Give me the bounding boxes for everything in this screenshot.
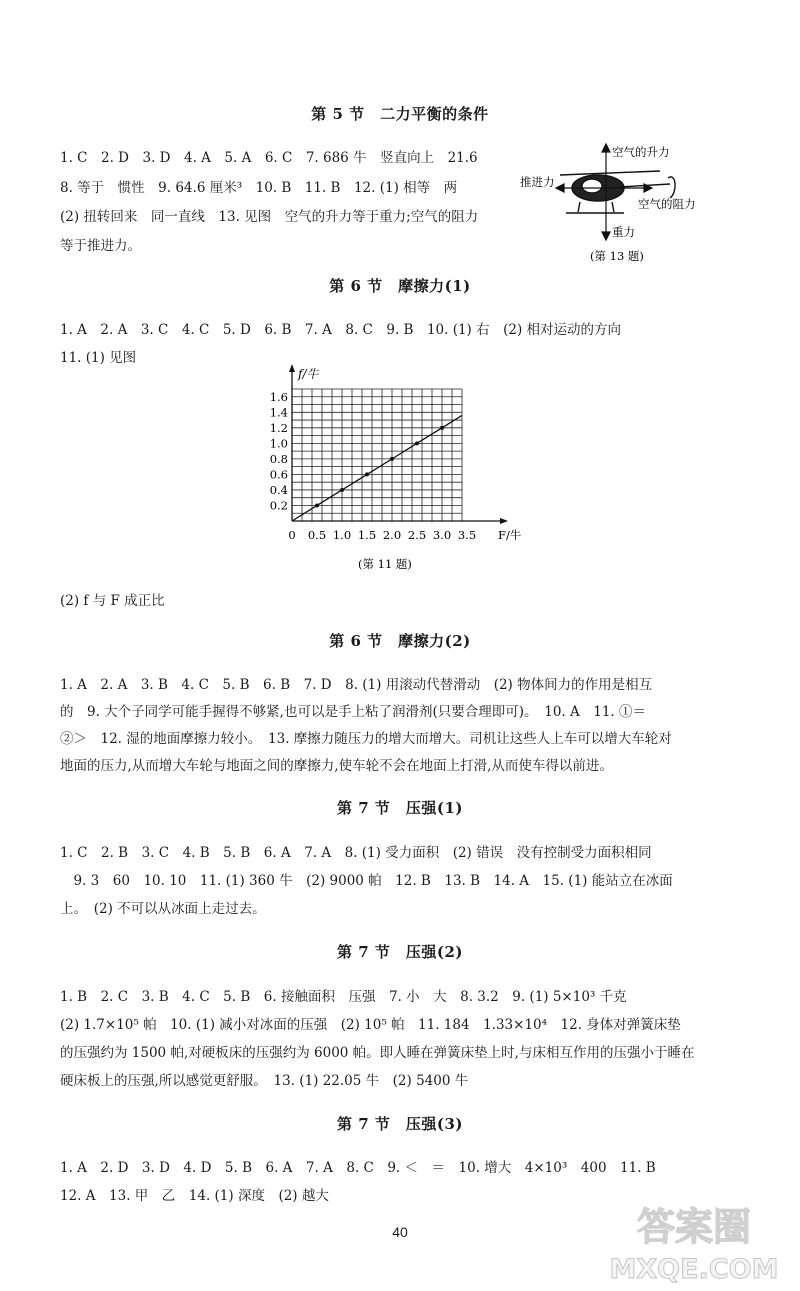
data-point [340,488,344,492]
label-drag: 空气的阻力 [638,197,696,211]
friction-chart [268,364,522,576]
figure13-caption: (第 13 题) [590,249,644,263]
answer-line: (2) 扭转回来 同一直线 13. 见图 空气的升力等于重力;空气的阻力 [60,209,479,225]
y-tick-label: 0.4 [269,482,288,497]
y-tick-label: 0.8 [269,451,288,466]
answer-line: 1. A 2. A 3. C 4. C 5. D 6. B 7. A 8. C 9. B 10. (1) 右 (2) 相对运动的方向 [60,322,622,338]
page-number: 40 [392,1224,408,1240]
answer-line: (2) f 与 F 成正比 [60,593,165,609]
x-tick-label: 2.5 [407,528,427,542]
label-gravity: 重力 [612,225,635,239]
watermark-url: MXQE.COM [609,1254,779,1285]
section-title-7-2: 第 7 节 压强(2) [336,943,463,961]
watermark-logo [596,1194,792,1286]
section-title-6-2: 第 6 节 摩擦力(2) [329,632,471,650]
answer-line: (2) 1.7×10⁵ 帕 10. (1) 减小对冰面的压强 (2) 10⁵ 帕 11. 184 1.33×10⁴ 12. 身体对弹簧床垫 [60,1017,681,1033]
answer-line: ②＞ 12. 湿的地面摩擦力较小。 13. 摩擦力随压力的增大而增大。司机让这些人上车可以增大车轮对 [60,731,672,747]
answer-line: 1. A 2. A 3. B 4. C 5. B 6. B 7. D 8. (1) 用滚动代替滑动 (2) 物体间力的作用是相互 [60,677,653,693]
chart-caption: (第 11 题) [358,557,412,571]
x-tick-label: 3.5 [457,528,477,542]
section-title-6-1: 第 6 节 摩擦力(1) [329,277,471,295]
answer-line: 12. A 13. 甲 乙 14. (1) 深度 (2) 越大 [60,1188,329,1204]
answer-line: 9. 3 60 10. 10 11. (1) 360 牛 (2) 9000 帕 12. B 13. B 14. A 15. (1) 能站立在冰面 [60,873,673,889]
y-tick-label: 1.0 [269,436,288,451]
answer-line: 等于推进力。 [60,238,141,254]
answer-line: 8. 等于 惯性 9. 64.6 厘米³ 10. B 11. B 12. (1) 相等 两 [60,180,458,196]
helicopter-force-diagram [520,142,700,267]
answer-line: 11. (1) 见图 [60,350,137,366]
section-title-5: 第 5 节 二力平衡的条件 [311,105,489,123]
x-axis-label: F/牛 [498,528,522,542]
y-tick-label: 0.2 [269,498,288,513]
answer-line: 1. A 2. D 3. D 4. D 5. B 6. A 7. A 8. C 9. ＜ ＝ 10. 增大 4×10³ 400 11. B [60,1160,656,1176]
answer-line: 上。 (2) 不可以从冰面上走过去。 [60,901,266,917]
x-tick-label: 0 [288,528,296,542]
x-axis-arrow [500,518,508,524]
watermark-text: 答案圈 [636,1205,752,1249]
data-point [415,441,419,445]
x-tick-label: 1.0 [332,528,352,542]
answer-line: 地面的压力,从而增大车轮与地面之间的摩擦力,使车轮不会在地面上打滑,从而使车得以前进。 [60,758,613,774]
data-point [390,457,394,461]
answer-line: 1. C 2. D 3. D 4. A 5. A 6. C 7. 686 牛 竖直向上 21.6 [60,150,478,166]
x-tick-label: 0.5 [307,528,327,542]
label-lift: 空气的升力 [612,145,670,159]
chart-grid [292,389,462,521]
data-point [315,503,319,507]
section-title-7-1: 第 7 节 压强(1) [336,799,463,817]
answer-line: 1. B 2. C 3. B 4. C 5. B 6. 接触面积 压强 7. 小 大 8. 3.2 9. (1) 5×10³ 千克 [60,989,627,1005]
y-axis-arrow [289,364,295,372]
y-tick-label: 1.4 [269,405,288,420]
y-axis-label: f/牛 [298,367,319,381]
x-tick-label: 1.5 [357,528,377,542]
data-point [365,472,369,476]
y-tick-label: 1.2 [269,420,288,435]
y-tick-label: 1.6 [269,389,288,404]
answer-line: 的 9. 大个子同学可能手握得不够紧,也可以是手上粘了润滑剂(只要合理即可)。 10. A 11. ①＝ [60,704,647,720]
answer-line: 硬床板上的压强,所以感觉更舒服。 13. (1) 22.05 牛 (2) 5400 牛 [60,1073,469,1089]
answer-line: 的压强约为 1500 帕,对硬板床的压强约为 6000 帕。即人睡在弹簧床垫上时,与床相互作用的压强小于睡在 [60,1045,695,1061]
section-title-7-3: 第 7 节 压强(3) [336,1115,463,1133]
y-tick-label: 0.6 [269,467,288,482]
x-tick-label: 2.0 [382,528,402,542]
answer-line: 1. C 2. B 3. C 4. B 5. B 6. A 7. A 8. (1) 受力面积 (2) 错误 没有控制受力面积相同 [60,845,652,861]
x-tick-label: 3.0 [432,528,452,542]
data-point [440,426,444,430]
label-thrust: 推进力 [520,175,555,189]
